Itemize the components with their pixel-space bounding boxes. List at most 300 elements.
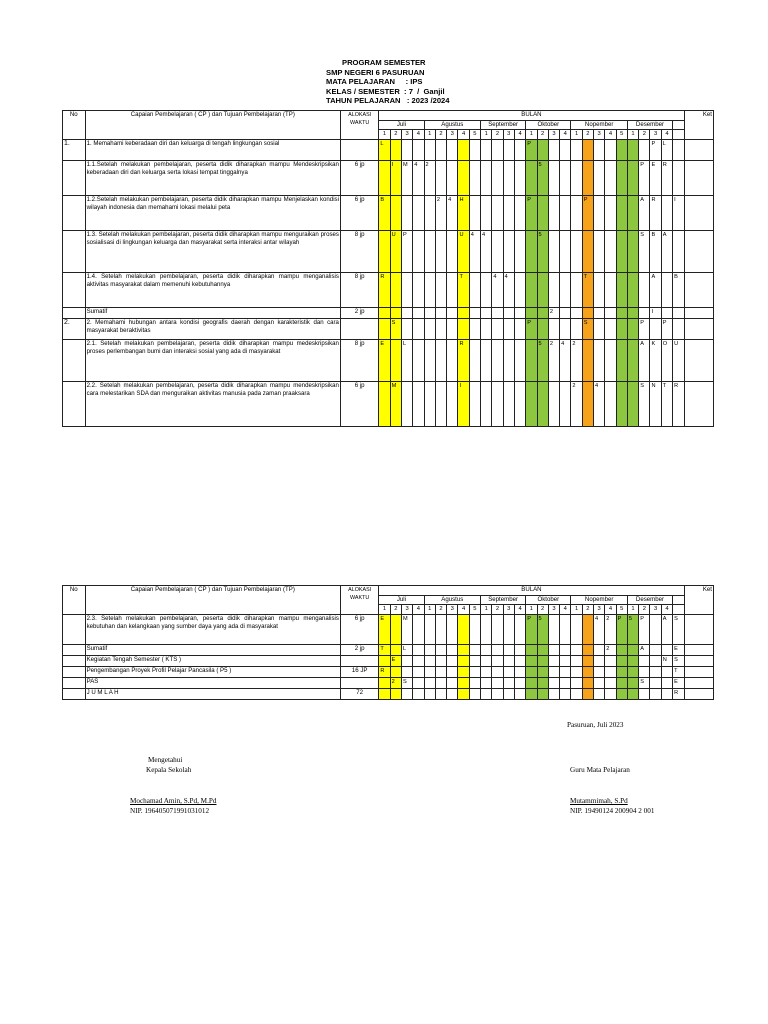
week-cell xyxy=(424,688,435,699)
col-bulan-header: BULAN xyxy=(379,111,684,121)
row-description: Kegiatan Tengah Semester ( KTS ) xyxy=(85,655,340,666)
week-cell: 2 xyxy=(548,339,559,381)
week-cell xyxy=(560,272,571,307)
week-cell xyxy=(605,139,616,160)
week-cell xyxy=(390,139,401,160)
week-cell xyxy=(582,230,593,272)
week-cell: E xyxy=(379,614,390,644)
week-cell xyxy=(571,677,582,688)
week-cell xyxy=(526,688,537,699)
week-cell xyxy=(413,318,424,339)
week-cell xyxy=(503,139,514,160)
week-cell xyxy=(413,307,424,318)
week-cell xyxy=(458,139,469,160)
week-cell xyxy=(627,230,638,272)
row-description: 2.2. Setelah melakukan pembelajaran, peserta didik diharapkan mampu mendeskripsikan cara melestarikan SDA dan menguraikan aktivitas manusia pada zaman praaksara xyxy=(85,381,340,426)
month-header: Agustus xyxy=(424,595,480,605)
row-description: Sumatif xyxy=(85,644,340,655)
week-cell xyxy=(424,139,435,160)
table-row xyxy=(63,160,714,195)
week-cell: E xyxy=(390,655,401,666)
col-bulan-header: BULAN xyxy=(379,586,684,596)
week-cell xyxy=(390,666,401,677)
row-alokasi: 6 jp xyxy=(340,381,378,426)
week-cell: B xyxy=(650,230,661,272)
week-number: 4 xyxy=(413,605,424,615)
week-number: 2 xyxy=(582,130,593,140)
table-row xyxy=(63,644,714,655)
week-cell xyxy=(582,614,593,644)
week-cell xyxy=(627,381,638,426)
week-cell: U xyxy=(390,230,401,272)
week-cell xyxy=(537,655,548,666)
row-ket xyxy=(684,688,713,699)
week-number: 4 xyxy=(458,130,469,140)
week-cell xyxy=(447,272,458,307)
week-cell xyxy=(616,339,627,381)
week-cell xyxy=(537,677,548,688)
week-cell xyxy=(594,230,605,272)
week-cell: E xyxy=(650,160,661,195)
week-cell: 4 xyxy=(492,272,503,307)
week-number: 3 xyxy=(650,130,661,140)
week-cell xyxy=(673,139,684,160)
table-row xyxy=(63,677,714,688)
week-cell xyxy=(616,644,627,655)
week-cell xyxy=(435,339,446,381)
week-cell: P xyxy=(650,139,661,160)
week-cell xyxy=(447,230,458,272)
week-cell xyxy=(401,195,412,230)
week-cell xyxy=(661,644,672,655)
school-name: SMP NEGERI 6 PASURUAN xyxy=(326,67,425,77)
week-cell xyxy=(514,644,525,655)
row-number xyxy=(63,666,86,677)
week-cell xyxy=(571,139,582,160)
week-cell: K xyxy=(650,339,661,381)
row-number xyxy=(63,688,86,699)
week-number: 3 xyxy=(401,605,412,615)
principal-nip: NIP. 196405071991031012 xyxy=(130,807,210,815)
week-cell: T xyxy=(661,381,672,426)
week-cell: M xyxy=(390,381,401,426)
week-cell xyxy=(571,230,582,272)
week-cell: E xyxy=(673,644,684,655)
week-cell xyxy=(401,655,412,666)
week-number: 1 xyxy=(526,130,537,140)
week-cell xyxy=(548,160,559,195)
week-cell xyxy=(616,272,627,307)
week-cell xyxy=(503,195,514,230)
week-cell xyxy=(503,339,514,381)
week-cell xyxy=(413,677,424,688)
week-number: 4 xyxy=(605,605,616,615)
week-cell xyxy=(492,655,503,666)
week-cell xyxy=(639,688,650,699)
week-cell xyxy=(571,272,582,307)
week-cell xyxy=(503,688,514,699)
week-cell: A xyxy=(639,339,650,381)
week-cell xyxy=(435,160,446,195)
week-cell: P xyxy=(616,614,627,644)
week-cell: E xyxy=(379,339,390,381)
week-cell xyxy=(413,381,424,426)
table-row xyxy=(63,339,714,381)
week-cell xyxy=(616,381,627,426)
table-row xyxy=(63,307,714,318)
week-cell: P xyxy=(661,318,672,339)
week-cell xyxy=(616,139,627,160)
week-cell xyxy=(503,614,514,644)
week-cell: 2 xyxy=(605,614,616,644)
week-cell xyxy=(503,318,514,339)
week-cell xyxy=(424,666,435,677)
week-cell: 5 xyxy=(537,614,548,644)
week-cell xyxy=(582,655,593,666)
week-number: 2 xyxy=(582,605,593,615)
week-cell xyxy=(401,666,412,677)
week-cell xyxy=(435,614,446,644)
row-number xyxy=(63,307,86,318)
week-cell xyxy=(435,381,446,426)
week-cell xyxy=(627,139,638,160)
week-cell: 2 xyxy=(548,307,559,318)
week-cell xyxy=(639,139,650,160)
week-cell xyxy=(492,666,503,677)
col-ket-header: Ket xyxy=(684,586,713,615)
week-cell xyxy=(492,139,503,160)
week-cell xyxy=(424,318,435,339)
week-cell: P xyxy=(526,139,537,160)
week-number: 2 xyxy=(639,605,650,615)
row-description: 2.1. Setelah melakukan pembelajaran, peserta didik diharapkan mampu medeskripsikan proses perlembangan bumi dan interaksi sosial yang ada di masyarakat xyxy=(85,339,340,381)
week-cell xyxy=(514,677,525,688)
week-cell xyxy=(571,318,582,339)
week-cell: S xyxy=(673,614,684,644)
table-row xyxy=(63,318,714,339)
week-cell: S xyxy=(673,655,684,666)
week-number: 2 xyxy=(537,130,548,140)
week-cell xyxy=(503,307,514,318)
week-cell xyxy=(526,230,537,272)
week-cell xyxy=(582,160,593,195)
week-cell xyxy=(526,655,537,666)
semester-table-1 xyxy=(62,110,714,427)
row-number xyxy=(63,644,86,655)
row-ket xyxy=(684,139,713,160)
week-cell xyxy=(548,688,559,699)
week-cell xyxy=(627,688,638,699)
week-cell xyxy=(435,318,446,339)
week-cell xyxy=(627,160,638,195)
week-cell xyxy=(469,666,480,677)
week-cell xyxy=(447,339,458,381)
row-alokasi xyxy=(340,655,378,666)
week-cell xyxy=(503,644,514,655)
month-header: Oktober xyxy=(526,120,571,130)
week-cell xyxy=(514,381,525,426)
week-cell xyxy=(605,272,616,307)
week-number: 1 xyxy=(481,130,492,140)
week-cell xyxy=(492,381,503,426)
col-alokasi-header: ALOKASI WAKTU xyxy=(340,586,378,615)
week-cell: I xyxy=(673,195,684,230)
week-cell: B xyxy=(673,272,684,307)
week-cell xyxy=(571,644,582,655)
row-alokasi: 8 jp xyxy=(340,339,378,381)
week-cell xyxy=(514,655,525,666)
week-cell xyxy=(447,139,458,160)
week-cell: T xyxy=(673,666,684,677)
week-cell xyxy=(390,339,401,381)
week-cell xyxy=(413,139,424,160)
week-number: 2 xyxy=(492,605,503,615)
week-number: 4 xyxy=(514,605,525,615)
week-cell xyxy=(582,688,593,699)
week-cell xyxy=(627,677,638,688)
row-ket xyxy=(684,272,713,307)
month-header: Nopember xyxy=(571,595,627,605)
week-cell: P xyxy=(639,614,650,644)
row-alokasi: 8 jp xyxy=(340,230,378,272)
week-cell: R xyxy=(379,666,390,677)
week-cell xyxy=(424,307,435,318)
week-cell xyxy=(447,688,458,699)
week-cell: 2 xyxy=(435,195,446,230)
month-header: Agustus xyxy=(424,120,480,130)
week-cell xyxy=(594,655,605,666)
week-cell xyxy=(650,688,661,699)
week-cell xyxy=(526,381,537,426)
week-number: 2 xyxy=(390,605,401,615)
week-cell: S xyxy=(639,677,650,688)
week-cell: R xyxy=(650,195,661,230)
week-cell: N xyxy=(661,655,672,666)
week-cell xyxy=(616,230,627,272)
row-description: Pengembangan Proyek Profil Pelajar Pancasila ( P5 ) xyxy=(85,666,340,677)
week-cell: I xyxy=(650,307,661,318)
doc-title: PROGRAM SEMESTER xyxy=(342,58,426,67)
col-no-header: No xyxy=(63,111,86,140)
week-cell: 4 xyxy=(594,614,605,644)
week-cell xyxy=(594,339,605,381)
week-cell: A xyxy=(661,230,672,272)
month-header: Oktober xyxy=(526,595,571,605)
week-number: 5 xyxy=(469,605,480,615)
knowing-label: Mengetahui xyxy=(148,756,183,764)
week-cell xyxy=(627,307,638,318)
week-cell xyxy=(435,307,446,318)
week-cell xyxy=(514,666,525,677)
col-alokasi-header: ALOKASI WAKTU xyxy=(340,111,378,140)
header-row-bulan xyxy=(63,111,714,121)
week-number xyxy=(673,605,684,615)
week-cell xyxy=(447,160,458,195)
teacher-title: Guru Mata Pelajaran xyxy=(570,766,630,774)
week-cell xyxy=(673,307,684,318)
week-cell xyxy=(469,677,480,688)
week-cell xyxy=(401,139,412,160)
week-cell xyxy=(514,195,525,230)
week-cell xyxy=(582,307,593,318)
week-cell xyxy=(548,195,559,230)
week-cell xyxy=(503,381,514,426)
row-ket xyxy=(684,318,713,339)
week-cell: 4 xyxy=(469,230,480,272)
week-cell xyxy=(605,339,616,381)
week-cell xyxy=(548,655,559,666)
week-cell: P xyxy=(526,318,537,339)
week-cell xyxy=(627,318,638,339)
week-cell xyxy=(447,644,458,655)
week-cell xyxy=(537,688,548,699)
month-header: September xyxy=(481,120,526,130)
week-cell xyxy=(469,195,480,230)
week-cell xyxy=(661,195,672,230)
week-cell xyxy=(469,644,480,655)
week-cell xyxy=(469,139,480,160)
week-cell xyxy=(458,307,469,318)
week-cell xyxy=(571,655,582,666)
week-cell xyxy=(537,381,548,426)
week-cell xyxy=(401,688,412,699)
week-cell xyxy=(481,339,492,381)
week-cell xyxy=(616,655,627,666)
week-cell: M xyxy=(401,614,412,644)
week-cell xyxy=(537,644,548,655)
week-cell xyxy=(469,160,480,195)
week-cell xyxy=(390,688,401,699)
week-cell xyxy=(594,677,605,688)
week-cell xyxy=(458,688,469,699)
week-cell xyxy=(594,644,605,655)
row-number: 1. xyxy=(63,139,86,160)
week-cell xyxy=(435,655,446,666)
week-cell xyxy=(390,307,401,318)
week-cell xyxy=(379,655,390,666)
week-cell xyxy=(447,307,458,318)
week-cell xyxy=(537,272,548,307)
week-cell xyxy=(627,195,638,230)
week-cell xyxy=(661,666,672,677)
week-cell xyxy=(413,644,424,655)
week-cell xyxy=(673,230,684,272)
row-number xyxy=(63,381,86,426)
week-cell xyxy=(401,307,412,318)
month-spacer xyxy=(673,595,684,605)
week-cell xyxy=(673,318,684,339)
month-header: September xyxy=(481,595,526,605)
table-row xyxy=(63,655,714,666)
week-cell xyxy=(435,272,446,307)
week-cell xyxy=(560,307,571,318)
week-cell xyxy=(526,666,537,677)
week-cell xyxy=(492,230,503,272)
week-cell xyxy=(379,318,390,339)
week-cell xyxy=(401,318,412,339)
row-number xyxy=(63,230,86,272)
week-cell xyxy=(447,666,458,677)
week-cell xyxy=(560,614,571,644)
week-cell: L xyxy=(661,139,672,160)
week-cell: A xyxy=(639,195,650,230)
week-cell xyxy=(571,195,582,230)
row-alokasi xyxy=(340,677,378,688)
week-cell xyxy=(424,644,435,655)
table-row xyxy=(63,666,714,677)
week-cell xyxy=(661,677,672,688)
week-cell xyxy=(560,381,571,426)
week-cell xyxy=(424,655,435,666)
week-cell: T xyxy=(379,644,390,655)
week-cell xyxy=(481,272,492,307)
week-number xyxy=(673,130,684,140)
table-row xyxy=(63,230,714,272)
row-description: Sumatif xyxy=(85,307,340,318)
row-ket xyxy=(684,666,713,677)
week-cell: S xyxy=(390,318,401,339)
principal-title: Kepala Sekolah xyxy=(146,766,192,774)
week-cell xyxy=(435,644,446,655)
week-cell xyxy=(537,307,548,318)
week-cell xyxy=(526,644,537,655)
week-cell xyxy=(548,677,559,688)
week-cell: 4 xyxy=(481,230,492,272)
week-cell: T xyxy=(458,272,469,307)
week-number: 3 xyxy=(503,605,514,615)
week-cell: 2 xyxy=(571,381,582,426)
row-ket xyxy=(684,381,713,426)
week-cell xyxy=(514,339,525,381)
week-cell: 5 xyxy=(537,230,548,272)
month-header: Juli xyxy=(379,120,424,130)
week-cell xyxy=(514,160,525,195)
week-cell xyxy=(627,655,638,666)
table-row xyxy=(63,272,714,307)
week-cell: A xyxy=(650,272,661,307)
week-cell xyxy=(492,688,503,699)
row-ket xyxy=(684,339,713,381)
week-cell xyxy=(582,644,593,655)
week-cell xyxy=(605,318,616,339)
week-cell xyxy=(413,272,424,307)
week-cell xyxy=(424,614,435,644)
week-cell xyxy=(582,381,593,426)
week-cell xyxy=(458,655,469,666)
week-cell xyxy=(503,666,514,677)
week-cell xyxy=(481,644,492,655)
week-cell xyxy=(526,339,537,381)
week-cell xyxy=(435,230,446,272)
week-cell: P xyxy=(401,230,412,272)
week-cell xyxy=(605,381,616,426)
week-cell xyxy=(616,307,627,318)
row-description: PAS xyxy=(85,677,340,688)
week-cell xyxy=(447,318,458,339)
week-cell xyxy=(424,195,435,230)
week-cell xyxy=(537,139,548,160)
row-number: 2. xyxy=(63,318,86,339)
week-cell xyxy=(413,655,424,666)
week-cell xyxy=(379,381,390,426)
table-row xyxy=(63,139,714,160)
week-cell: L xyxy=(401,339,412,381)
week-number: 3 xyxy=(401,130,412,140)
week-cell xyxy=(401,381,412,426)
row-description: 1.3. Setelah melakukan pembelajaran, peserta didik diharapkan mampu menguraikan proses sosialisasi di lingkungan keluarga dan masyarakat serta interaksi antar wilayah xyxy=(85,230,340,272)
week-cell xyxy=(537,318,548,339)
month-header: Desember xyxy=(627,595,672,605)
